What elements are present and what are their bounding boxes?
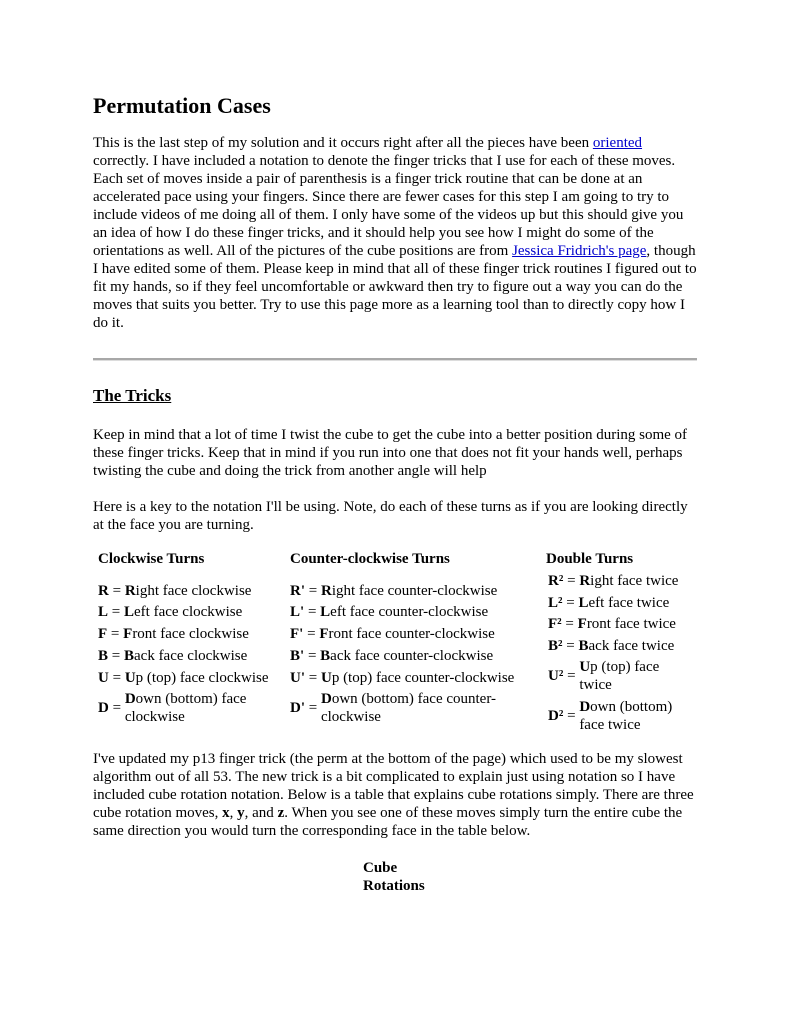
table-row: B² = B ack face twice	[548, 638, 675, 654]
notation-table	[93, 550, 697, 750]
double-turns-heading: Double Turns	[546, 551, 634, 567]
table-row: R = R ight face clockwise	[98, 583, 252, 599]
tricks-paragraph: Keep in mind that a lot of time I twist the cube to get the cube into a better position during some of these finger tricks. Keep that in mind if you run into one that does not fit your hands well, perhaps twisting the cube and doing the trick from another angle will help	[93, 427, 688, 479]
notation-key-paragraph: Here is a key to the notation I'll be using. Note, do each of these turns as if you are looking directly at the face you are turning.	[93, 499, 688, 533]
oriented-link[interactable]: oriented	[592, 135, 643, 151]
table-row: U² = Up (top) face twice	[548, 659, 660, 693]
clockwise-heading: Clockwise Turns	[98, 551, 205, 567]
table-row: L² = L eft face twice	[548, 595, 670, 611]
cube-rotations-heading: Cube Rotations	[363, 860, 425, 894]
table-row: F² = F ront face twice	[548, 616, 676, 632]
cube-rotation-paragraph: I've updated my p13 finger trick (the perm at the bottom of the page) which used to be my slowest algorithm out of all 53. The new trick is a bit complicated to explain just using notation so I have included cube rotation notation. Below is a table that explains cube rotations simply. There are three cube rotation moves, x, y, and z. When you see one of these moves simply turn the entire cube the same direction you would turn the corresponding face in the table below.	[93, 751, 694, 839]
jessica-fridrich-link[interactable]: Jessica Fridrich's page	[512, 243, 647, 259]
table-row: D' = Down (bottom) face counter-clockwise	[290, 691, 497, 725]
table-row: F' = F ront face counter-clockwise	[290, 626, 495, 642]
page-title: Permutation Cases	[93, 93, 271, 118]
intro-paragraph: This is the last step of my solution and it occurs right after all the pieces have been oriented correctly. I have included a notation to denote the finger tricks that I use for each of these moves. Each set of moves inside a pair of parenthesis is a finger trick routine that can be done at an accelerated pace using your fingers. Since there are fewer cases for this step I am going to try to include videos of me doing all of them. I only have some of the videos up but this should give you an idea of how I do these finger tricks, and it should help you see how I might do some of the orientations as well. All of the pictures of the cube positions are from Jessica Fridrich's page, though I have edited some of them. Please keep in mind that all of these finger trick routines I figured out to fit my hands, so if they feel uncomfortable or awkward then try to figure out a way you can do the moves that suits you better. Try to use this page more as a learning tool than to directly copy how I do it.	[93, 135, 697, 331]
tricks-heading: The Tricks	[93, 386, 172, 405]
table-row: U' = U p (top) face counter-clockwise	[290, 670, 515, 686]
table-row: L = L eft face clockwise	[98, 604, 243, 620]
table-row: R' = R ight face counter-clockwise	[290, 583, 498, 599]
table-row: D² = Down (bottom) face twice	[548, 699, 673, 733]
document-page	[93, 92, 697, 894]
counter-clockwise-heading: Counter-clockwise Turns	[290, 551, 450, 567]
section-divider	[93, 358, 697, 361]
table-row: L' = L eft face counter-clockwise	[290, 604, 489, 620]
table-row: F = F ront face clockwise	[98, 626, 249, 642]
table-row: U = U p (top) face clockwise	[98, 670, 269, 686]
table-row: B' = B ack face counter-clockwise	[290, 648, 494, 664]
table-row: D = Down (bottom) face clockwise	[98, 691, 247, 725]
table-row: R² = R ight face twice	[548, 573, 679, 589]
table-row: B = B ack face clockwise	[98, 648, 248, 664]
